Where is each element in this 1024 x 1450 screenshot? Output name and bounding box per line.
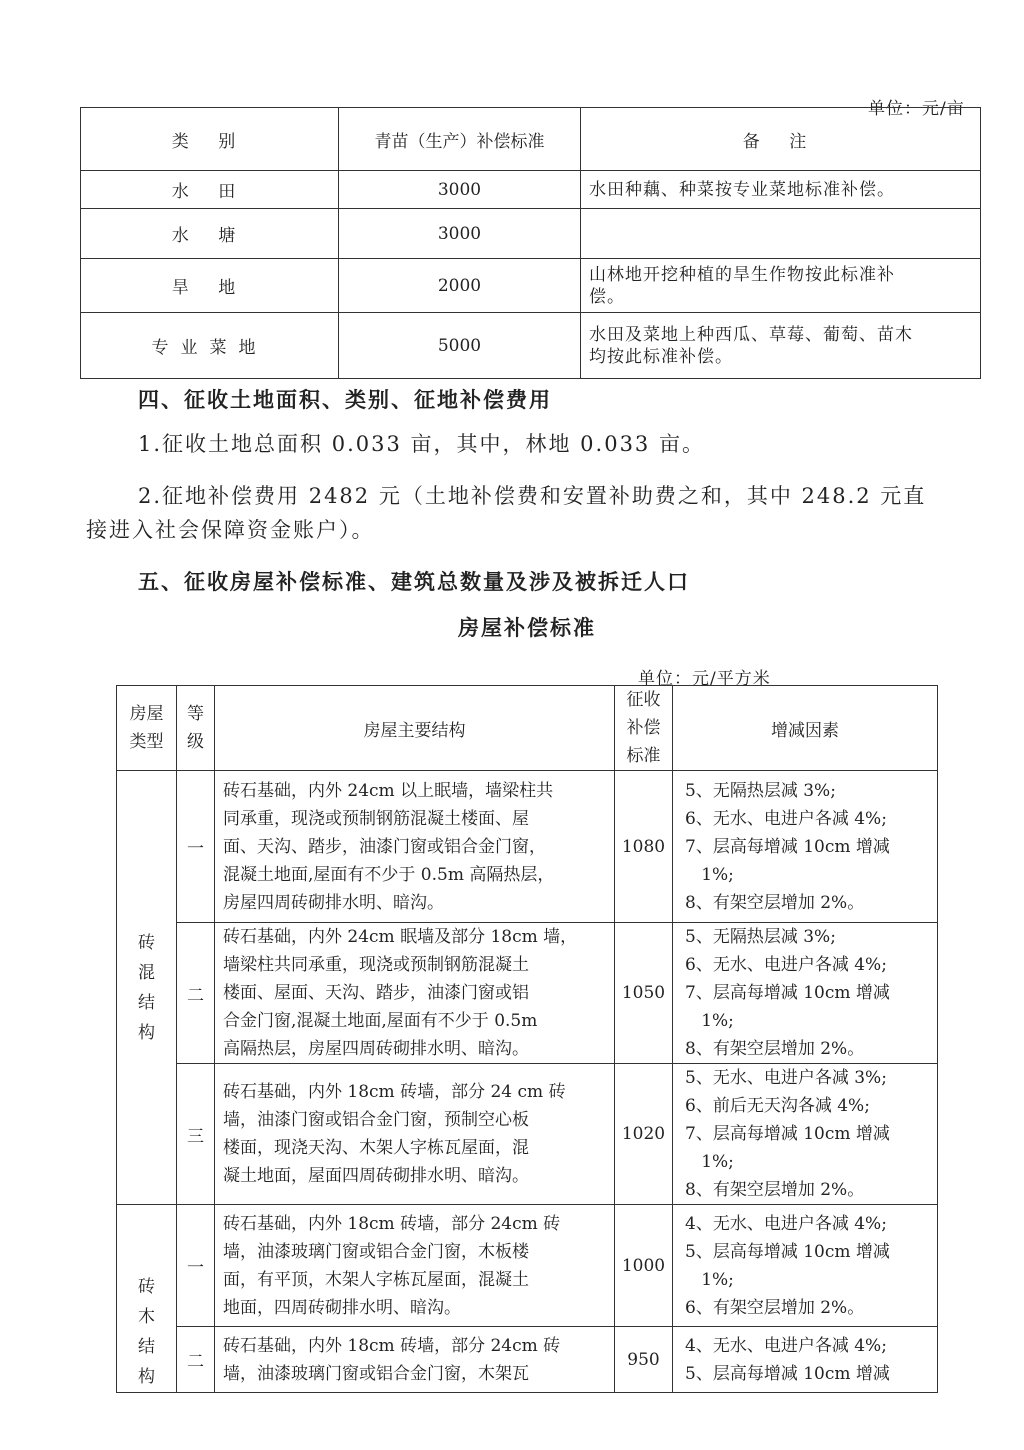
header-text: 等 bbox=[187, 704, 204, 724]
factor-line: 6、前后无天沟各减 4%; bbox=[685, 1096, 870, 1116]
factor-line: 8、有架空层增加 2%。 bbox=[685, 1039, 865, 1059]
structure-line: 墙，油漆门窗或铝合金门窗，预制空心板 bbox=[223, 1110, 529, 1130]
seedling-compensation-table bbox=[80, 107, 981, 379]
standard-cell: 3000 bbox=[339, 171, 581, 209]
note-line: 山林地开挖种植的旱生作物按此标准补 bbox=[589, 264, 895, 285]
table-row bbox=[117, 1064, 938, 1205]
category-cell: 旱 地 bbox=[81, 259, 339, 313]
structure-cell bbox=[215, 1327, 615, 1393]
factor-line: 1%; bbox=[685, 1269, 734, 1290]
factor-line: 6、无水、电进户各减 4%; bbox=[685, 955, 887, 975]
structure-cell bbox=[215, 923, 615, 1064]
factor-line: 5、层高每增减 10cm 增减 bbox=[685, 1363, 890, 1384]
house-type-char: 构 bbox=[138, 1367, 155, 1387]
factor-line: 6、有架空层增加 2%。 bbox=[685, 1297, 865, 1318]
header-standard: 青苗（生产）补偿标准 bbox=[339, 108, 581, 171]
standard-cell: 1020 bbox=[615, 1064, 673, 1205]
factors-cell bbox=[673, 923, 938, 1064]
structure-line: 混凝土地面,屋面有不少于 0.5m 高隔热层， bbox=[223, 864, 555, 885]
header-text: 补偿 bbox=[626, 718, 661, 738]
house-type-char: 砖 bbox=[138, 932, 155, 953]
factor-line: 8、有架空层增加 2%。 bbox=[685, 892, 865, 913]
header-standard bbox=[615, 686, 673, 771]
table-row bbox=[81, 209, 981, 259]
header-text: 征收 bbox=[626, 690, 661, 710]
table1-unit: 单位：元/亩 bbox=[868, 99, 965, 119]
table-row bbox=[117, 1327, 938, 1393]
grade-cell: 二 bbox=[177, 923, 215, 1064]
table-row bbox=[81, 313, 981, 379]
table-header-row bbox=[117, 686, 938, 771]
structure-line: 面、天沟、踏步，油漆门窗或铝合金门窗， bbox=[223, 836, 546, 857]
header-factors: 增减因素 bbox=[673, 686, 938, 771]
structure-line: 楼面，现浇天沟、木架人字栋瓦屋面，混 bbox=[223, 1138, 529, 1158]
table2-unit: 单位：元/平方米 bbox=[638, 669, 771, 689]
factor-line: 7、层高每增减 10cm 增减 bbox=[685, 983, 890, 1003]
structure-line: 房屋四周砖砌排水明、暗沟。 bbox=[223, 892, 444, 913]
header-structure: 房屋主要结构 bbox=[215, 686, 615, 771]
table-row bbox=[81, 259, 981, 313]
structure-line: 砖石基础，内外 18cm 砖墙，部分 24 cm 砖 bbox=[223, 1082, 566, 1102]
structure-line: 墙，油漆玻璃门窗或铝合金门窗，木板楼 bbox=[223, 1241, 529, 1262]
house-type-char: 结 bbox=[138, 1337, 155, 1357]
structure-line: 砖石基础，内外 18cm 砖墙，部分 24cm 砖 bbox=[223, 1335, 561, 1356]
house-type-char: 构 bbox=[138, 1022, 155, 1043]
structure-line: 墙梁柱共同承重，现浇或预制钢筋混凝土 bbox=[223, 955, 529, 975]
note-line: 偿。 bbox=[589, 286, 625, 307]
category-cell: 专业菜地 bbox=[81, 313, 339, 379]
note-line: 均按此标准补偿。 bbox=[589, 346, 733, 367]
factor-line: 8、有架空层增加 2%。 bbox=[685, 1180, 865, 1200]
section4-item2-line1: 2.征地补偿费用 2482 元（土地补偿费和安置补助费之和，其中 248.2 元直 bbox=[138, 484, 927, 508]
header-house-type bbox=[117, 686, 177, 771]
house-type-char: 结 bbox=[138, 992, 155, 1013]
category-cell: 水 田 bbox=[81, 171, 339, 209]
table-row bbox=[117, 923, 938, 1064]
section5-heading: 五、征收房屋补偿标准、建筑总数量及涉及被拆迁人口 bbox=[138, 569, 690, 594]
structure-line: 凝土地面，屋面四周砖砌排水明、暗沟。 bbox=[223, 1166, 529, 1186]
note-cell bbox=[581, 313, 981, 379]
factor-line: 4、无水、电进户各减 4%; bbox=[685, 1335, 887, 1356]
standard-cell: 3000 bbox=[339, 209, 581, 259]
note-cell bbox=[581, 209, 981, 259]
factor-line: 1%; bbox=[685, 1152, 734, 1172]
standard-cell: 1000 bbox=[615, 1205, 673, 1327]
structure-line: 砖石基础，内外 24cm 眠墙及部分 18cm 墙， bbox=[223, 927, 578, 947]
factor-line: 1%; bbox=[685, 864, 734, 885]
factor-line: 5、无水、电进户各减 3%; bbox=[685, 1068, 887, 1088]
structure-line: 砖石基础，内外 24cm 以上眠墙，墙梁柱共 bbox=[223, 780, 554, 801]
factor-line: 5、无隔热层减 3%; bbox=[685, 927, 836, 947]
factors-cell bbox=[673, 771, 938, 923]
grade-cell: 一 bbox=[177, 771, 215, 923]
standard-cell: 2000 bbox=[339, 259, 581, 313]
grade-cell: 二 bbox=[177, 1327, 215, 1393]
header-text: 房屋 bbox=[129, 704, 164, 724]
house-type-char: 木 bbox=[138, 1307, 155, 1327]
factor-line: 1%; bbox=[685, 1011, 734, 1031]
factors-cell bbox=[673, 1064, 938, 1205]
header-grade bbox=[177, 686, 215, 771]
structure-cell bbox=[215, 1064, 615, 1205]
structure-cell bbox=[215, 771, 615, 923]
factor-line: 6、无水、电进户各减 4%; bbox=[685, 808, 887, 829]
note-line: 水田及菜地上种西瓜、草莓、葡萄、苗木 bbox=[589, 324, 913, 345]
section4-item1: 1.征收土地总面积 0.033 亩，其中，林地 0.033 亩。 bbox=[138, 432, 705, 456]
standard-cell: 950 bbox=[615, 1327, 673, 1393]
structure-line: 高隔热层，房屋四周砖砌排水明、暗沟。 bbox=[223, 1039, 529, 1059]
factor-line: 7、层高每增减 10cm 增减 bbox=[685, 1124, 890, 1144]
factors-cell bbox=[673, 1205, 938, 1327]
note-cell bbox=[581, 259, 981, 313]
header-category: 类 别 bbox=[81, 108, 339, 171]
factor-line: 4、无水、电进户各减 4%; bbox=[685, 1213, 887, 1234]
table-header-row bbox=[81, 108, 981, 171]
grade-cell: 三 bbox=[177, 1064, 215, 1205]
house-type-char: 混 bbox=[138, 962, 155, 983]
section4-heading: 四、征收土地面积、类别、征地补偿费用 bbox=[138, 387, 552, 412]
header-note: 备 注 bbox=[581, 108, 981, 171]
category-cell: 水 塘 bbox=[81, 209, 339, 259]
note-line: 水田种藕、种菜按专业菜地标准补偿。 bbox=[589, 179, 895, 200]
house-table-title: 房屋补偿标准 bbox=[458, 615, 596, 640]
standard-cell: 5000 bbox=[339, 313, 581, 379]
factor-line: 5、层高每增减 10cm 增减 bbox=[685, 1241, 890, 1262]
structure-line: 楼面、屋面、天沟、踏步，油漆门窗或铝 bbox=[223, 983, 529, 1003]
header-text: 类型 bbox=[129, 732, 164, 752]
grade-cell: 一 bbox=[177, 1205, 215, 1327]
house-type-cell bbox=[117, 1205, 177, 1393]
structure-line: 面，有平顶，木架人字栋瓦屋面，混凝土 bbox=[223, 1269, 529, 1290]
factor-line: 7、层高每增减 10cm 增减 bbox=[685, 836, 890, 857]
house-compensation-table bbox=[116, 685, 938, 1393]
structure-line: 同承重，现浇或预制钢筋混凝土楼面、屋 bbox=[223, 808, 529, 829]
structure-line: 合金门窗,混凝土地面,屋面有不少于 0.5m bbox=[223, 1011, 538, 1031]
standard-cell: 1080 bbox=[615, 771, 673, 923]
factors-cell bbox=[673, 1327, 938, 1393]
header-text: 标准 bbox=[626, 746, 661, 766]
house-type-cell bbox=[117, 771, 177, 1205]
structure-line: 砖石基础，内外 18cm 砖墙，部分 24cm 砖 bbox=[223, 1213, 561, 1234]
table-row bbox=[117, 771, 938, 923]
table-row bbox=[117, 1205, 938, 1327]
note-cell bbox=[581, 171, 981, 209]
section4-item2-line2: 接进入社会保障资金账户）。 bbox=[86, 518, 375, 542]
standard-cell: 1050 bbox=[615, 923, 673, 1064]
table-row bbox=[81, 171, 981, 209]
structure-line: 墙，油漆玻璃门窗或铝合金门窗，木架瓦 bbox=[223, 1363, 529, 1384]
structure-line: 地面，四周砖砌排水明、暗沟。 bbox=[223, 1297, 461, 1318]
factor-line: 5、无隔热层减 3%; bbox=[685, 780, 836, 801]
house-type-char: 砖 bbox=[138, 1277, 155, 1297]
structure-cell bbox=[215, 1205, 615, 1327]
header-text: 级 bbox=[187, 732, 204, 752]
